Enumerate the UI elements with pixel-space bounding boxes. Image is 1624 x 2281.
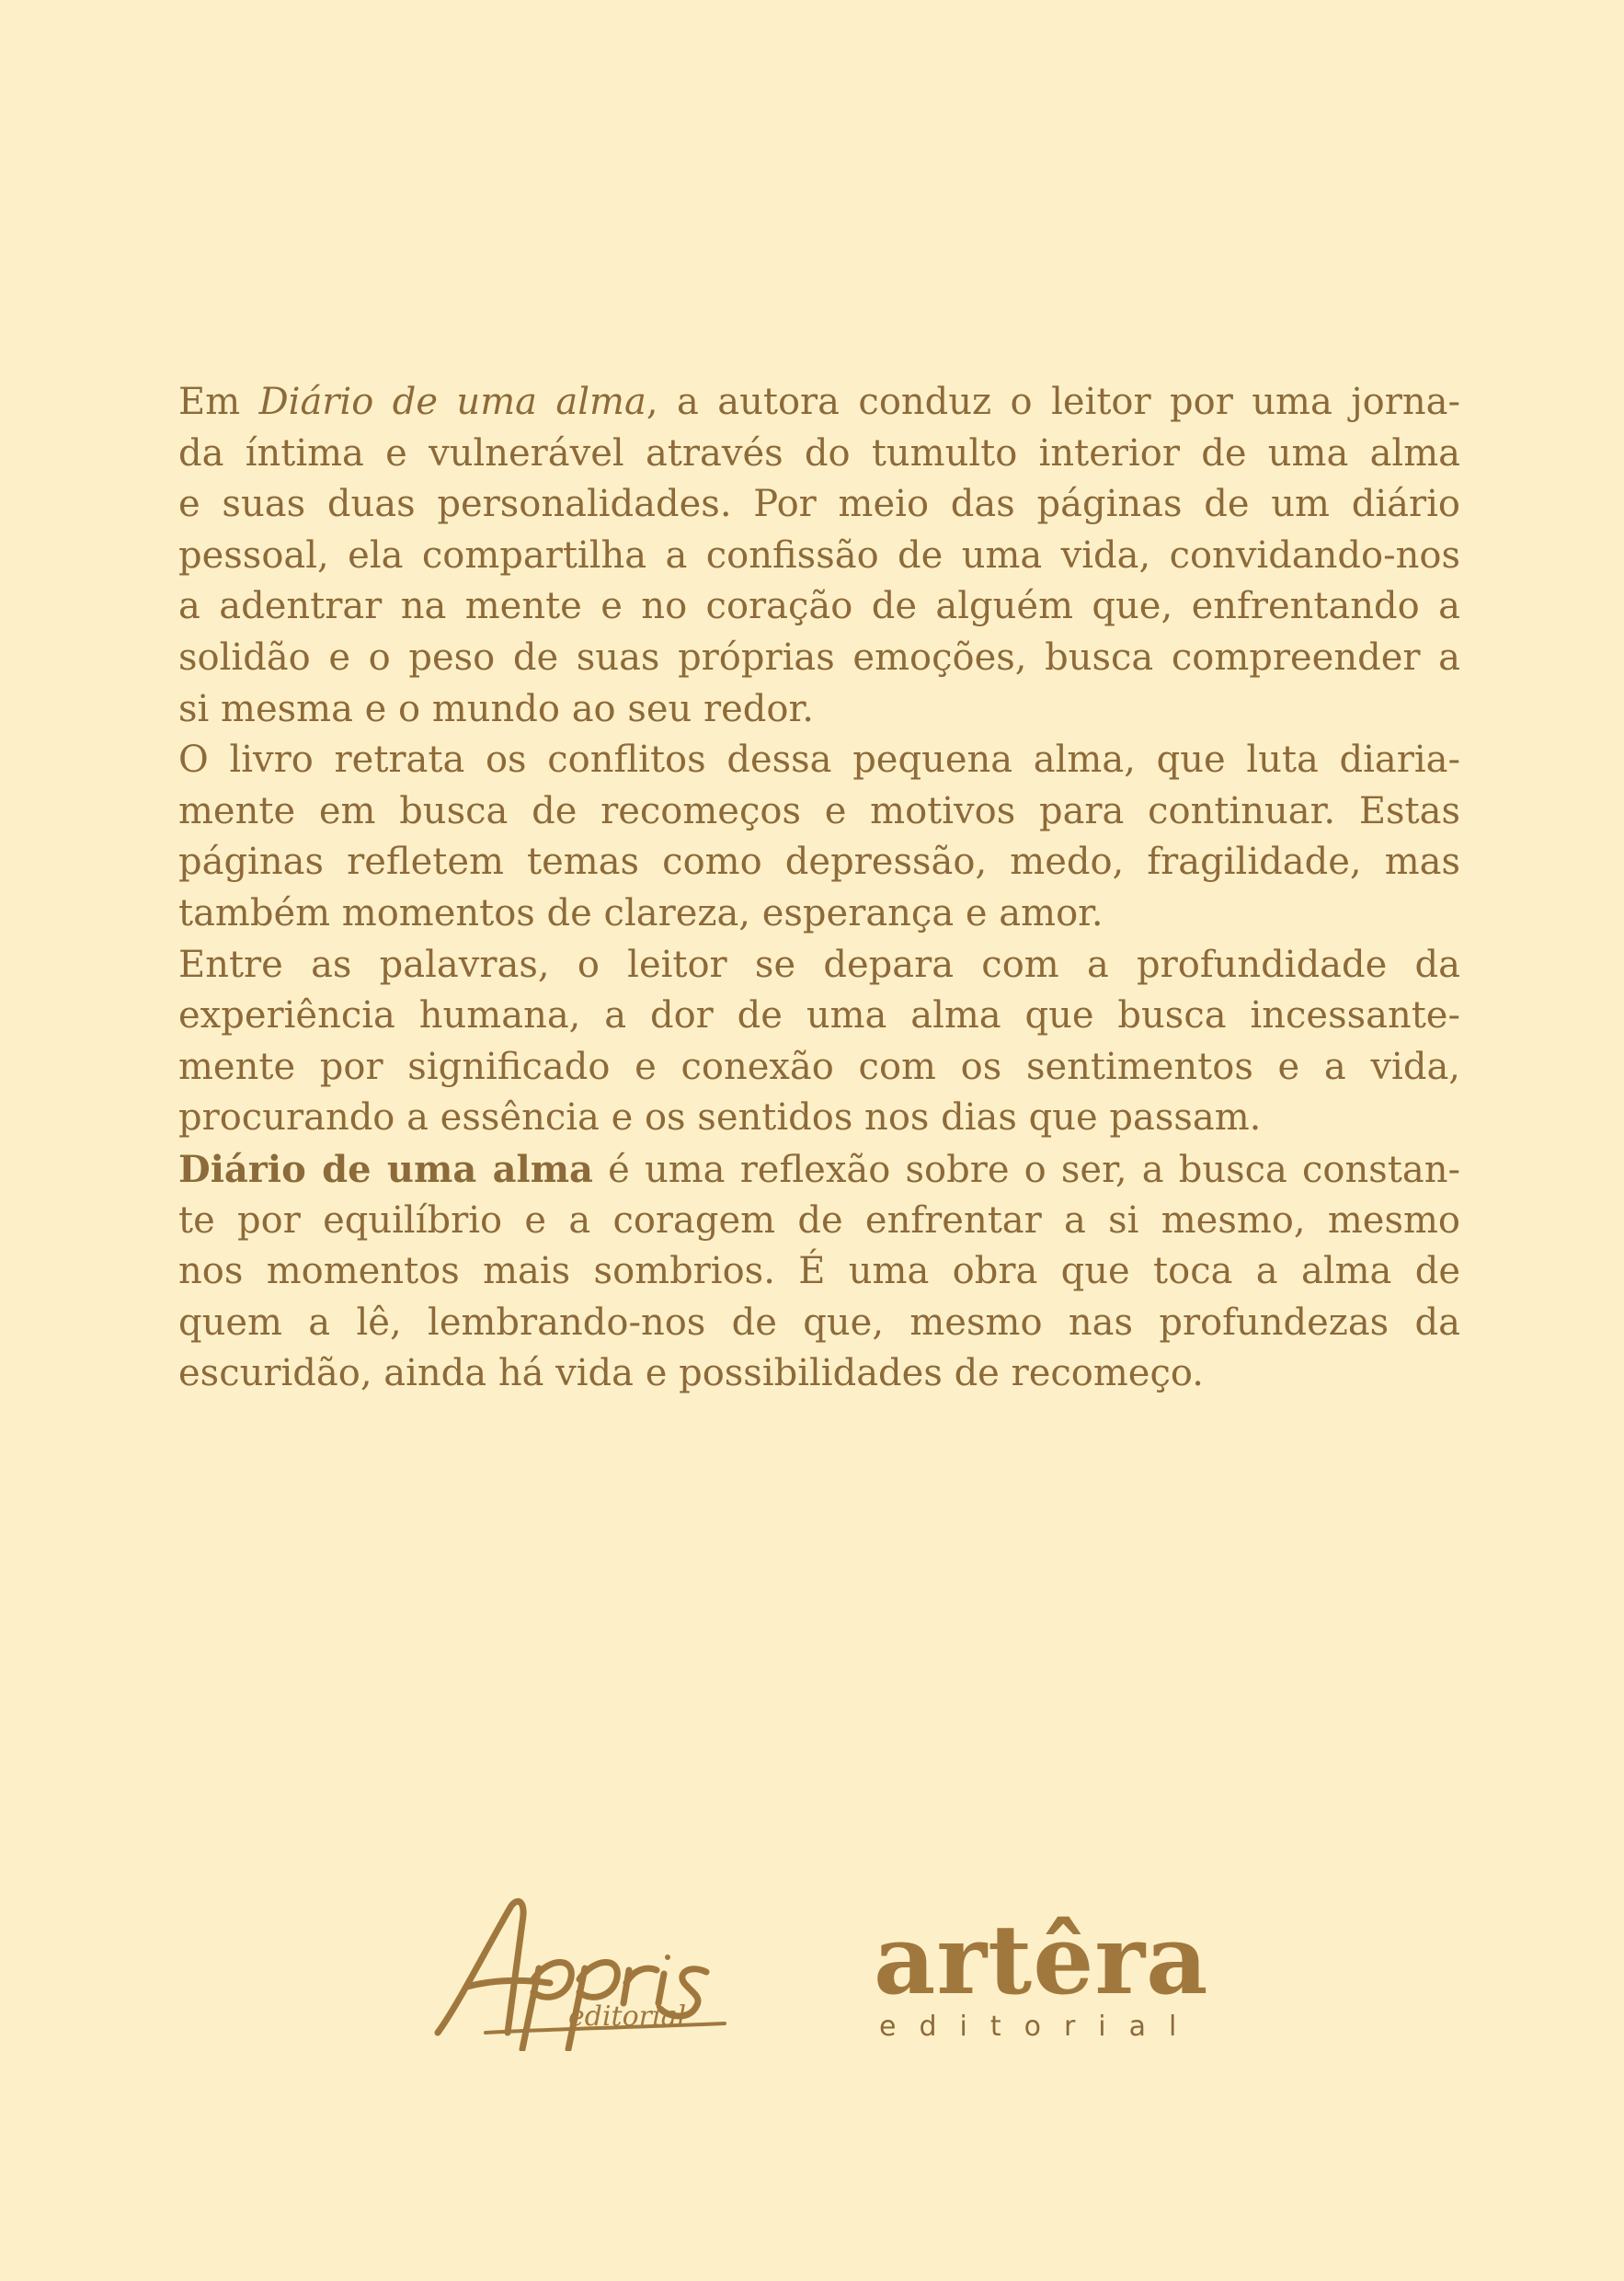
text-line: escuridão, ainda há vida e possibilidades de recomeço. bbox=[178, 1352, 1204, 1395]
text-line: e suas duas personalidades. Por meio das páginas de um diário bbox=[178, 483, 1460, 526]
artera-editorial-word: editorial bbox=[879, 2011, 1200, 2043]
text-line: nos momentos mais sombrios. É uma obra que toca a alma de bbox=[178, 1250, 1460, 1293]
text-line: a adentrar na mente e no coração de alguém que, enfrentando a bbox=[178, 585, 1460, 628]
text-line: da íntima e vulnerável através do tumulto interior de uma alma bbox=[178, 431, 1460, 475]
text-line: Diário de uma alma é uma reflexão sobre o ser, a busca constan- bbox=[178, 1147, 1460, 1191]
appris-editorial-logo bbox=[430, 1895, 743, 2051]
appris-editorial-word: editorial bbox=[568, 2000, 687, 2033]
book-title-italic: Diário de uma alma bbox=[258, 381, 646, 423]
text-line: Em Diário de uma alma, a autora conduz o leitor por uma jorna- bbox=[178, 381, 1460, 423]
text-line: Entre as palavras, o leitor se depara com a profundidade da bbox=[178, 943, 1460, 986]
text-line: solidão e o peso de suas próprias emoções, busca compreender a bbox=[178, 636, 1460, 679]
publisher-logos bbox=[0, 1895, 1624, 2060]
text-line: pessoal, ela compartilha a confissão de uma vida, convidando-nos bbox=[178, 533, 1460, 577]
artera-wordmark: artêra bbox=[874, 1903, 1209, 2016]
text-line: mente por significado e conexão com os sentimentos e a vida, bbox=[178, 1045, 1460, 1088]
text-line: quem a lê, lembrando-nos de que, mesmo nas profundezas da bbox=[178, 1301, 1460, 1344]
text-line: te por equilíbrio e a coragem de enfrentar a si mesmo, mesmo bbox=[178, 1198, 1460, 1242]
text-line: experiência humana, a dor de uma alma que busca incessante- bbox=[178, 994, 1460, 1037]
book-title-bold: Diário de uma alma bbox=[178, 1147, 593, 1191]
text-line: páginas refletem temas como depressão, medo, fragilidade, mas bbox=[178, 841, 1460, 884]
text-line: procurando a essência e os sentidos nos dias que passam. bbox=[178, 1096, 1262, 1140]
text-line: O livro retrata os conflitos dessa pequena alma, que luta diaria- bbox=[178, 739, 1460, 782]
text-line: mente em busca de recomeços e motivos para continuar. Estas bbox=[178, 789, 1460, 832]
text-line: si mesma e o mundo ao seu redor. bbox=[178, 687, 814, 730]
synopsis-text bbox=[178, 377, 1460, 1400]
artera-editorial-logo bbox=[874, 1903, 1214, 2051]
text-line: também momentos de clareza, esperança e amor. bbox=[178, 891, 1104, 934]
